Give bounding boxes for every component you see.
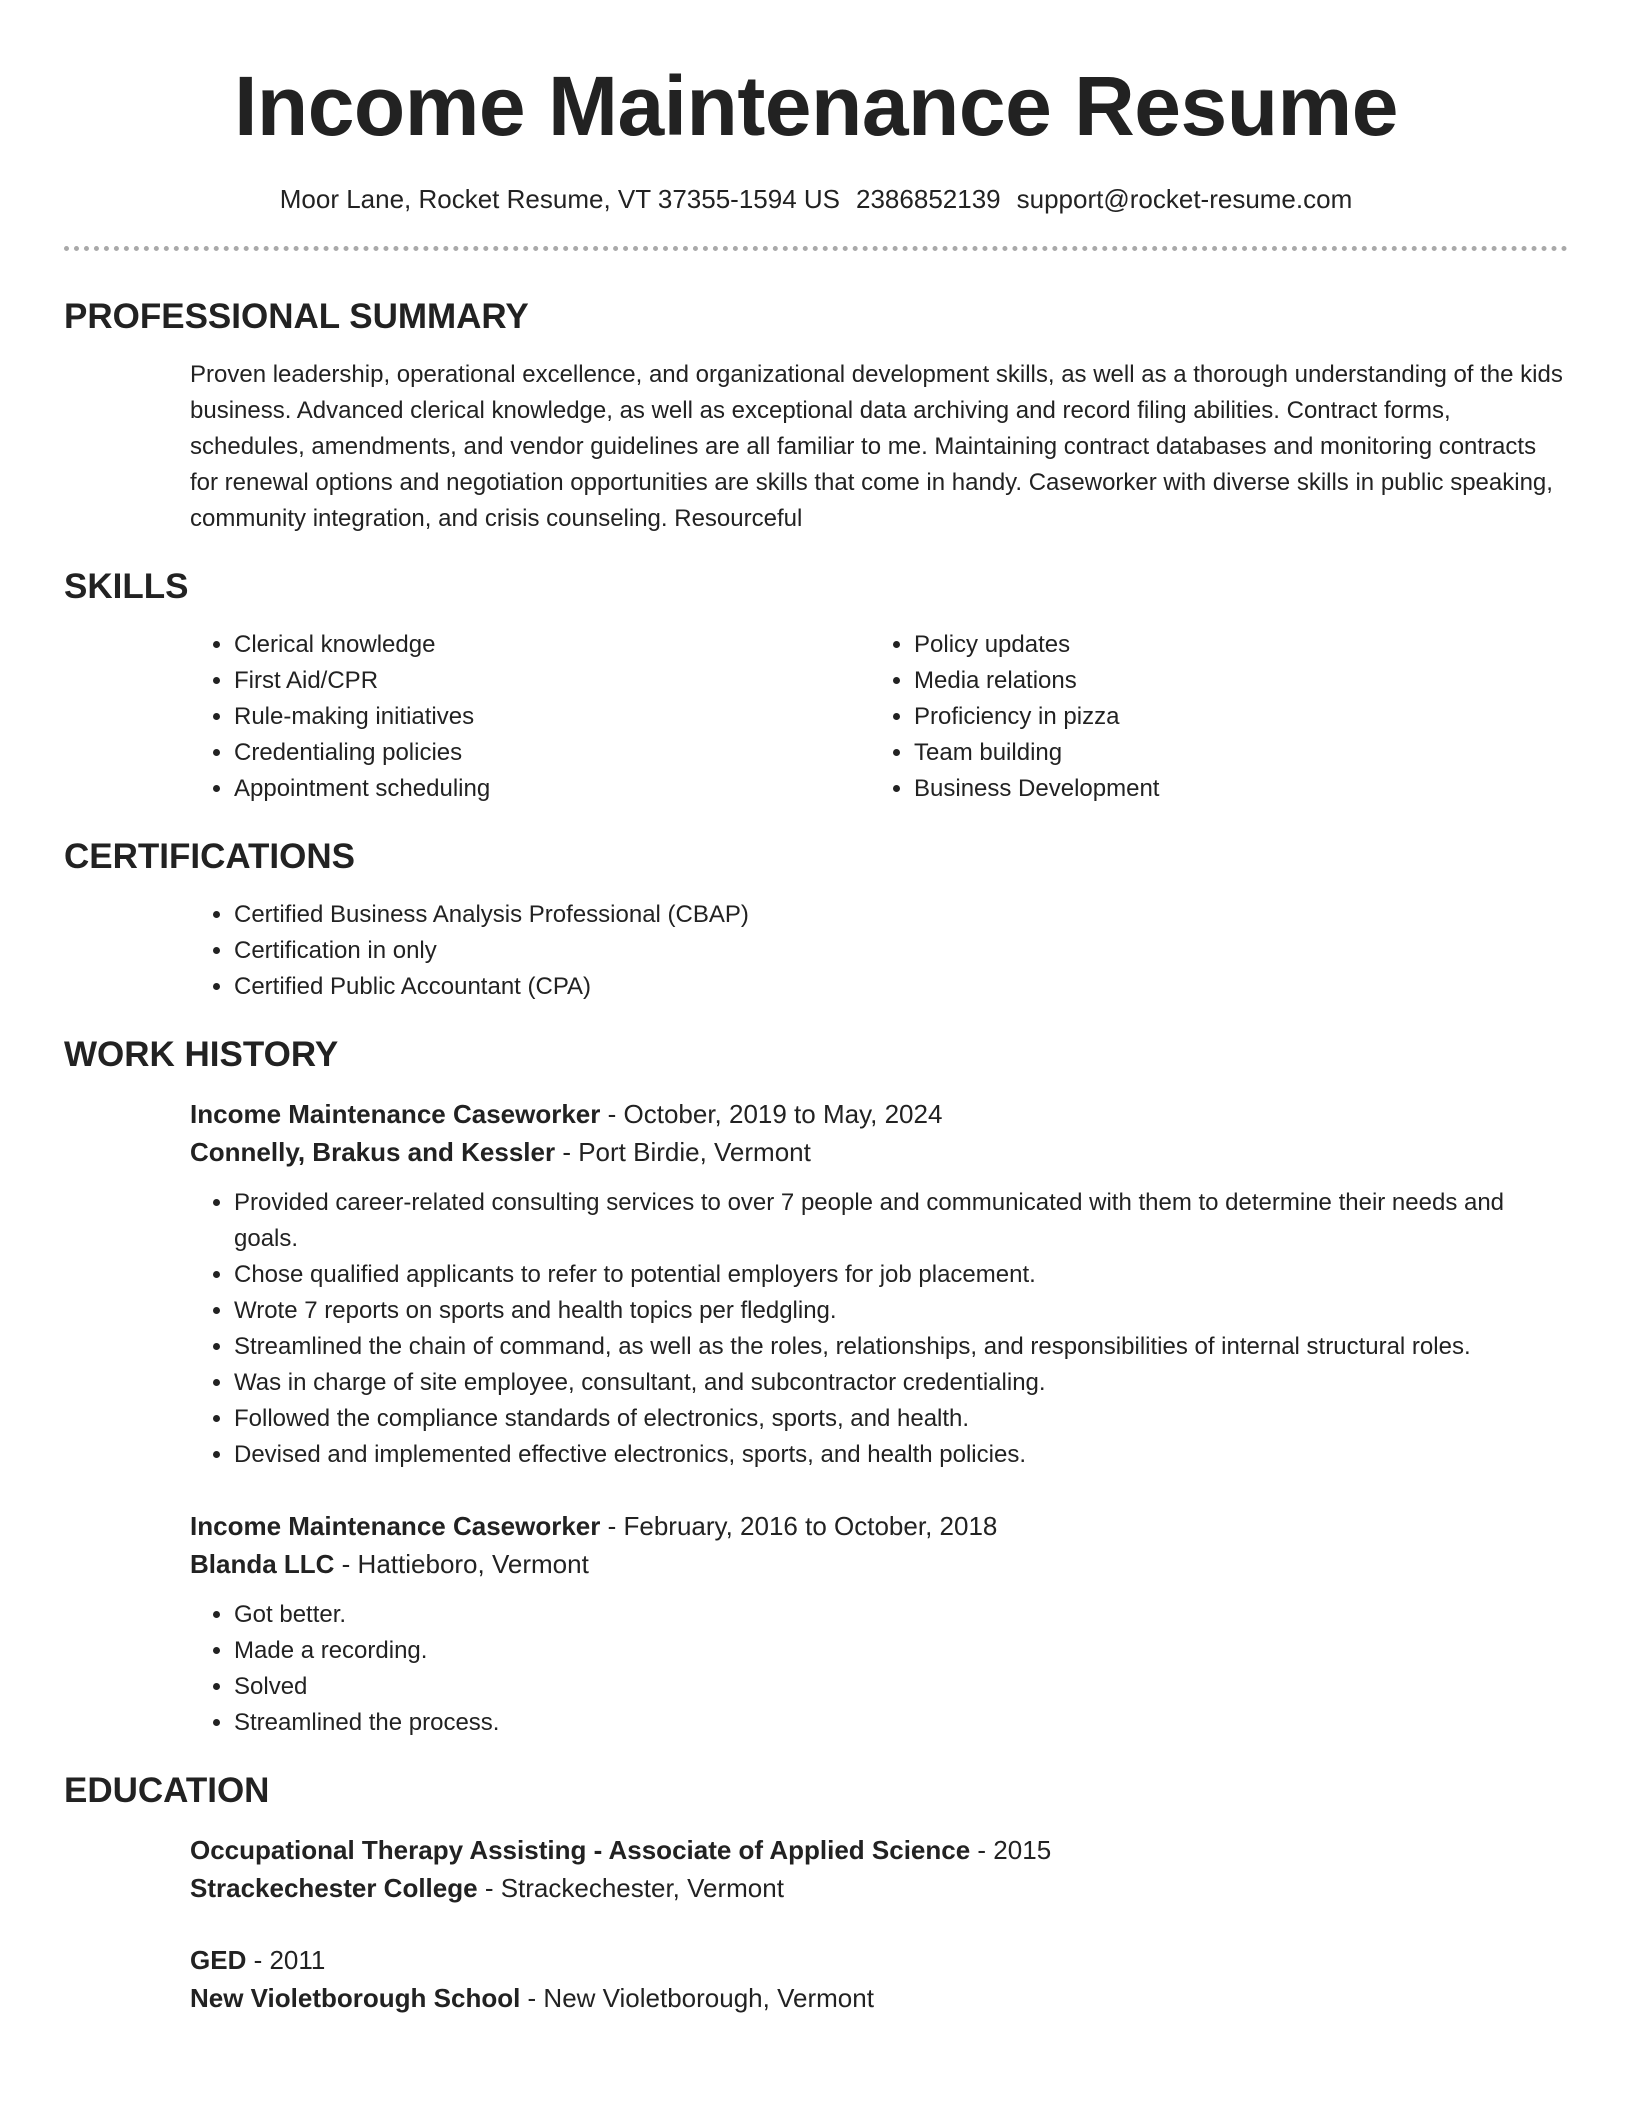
education-degree-line	[190, 1941, 1568, 1979]
education-degree: Occupational Therapy Assisting - Associate of Applied Science	[190, 1835, 971, 1865]
job-title-line	[190, 1507, 1568, 1545]
education-year: - 2011	[246, 1945, 326, 1975]
contact-phone: 2386852139	[856, 184, 1001, 214]
education-year: - 2015	[970, 1835, 1052, 1865]
skills-section	[64, 565, 1568, 807]
skills-column-left	[190, 627, 870, 807]
job-dates: - February, 2016 to October, 2018	[600, 1511, 998, 1541]
education-school: New Violetborough School	[190, 1983, 521, 2013]
job-bullet: • Got better.	[234, 1597, 1568, 1633]
job-company-line	[190, 1133, 1568, 1171]
skill-item: • Media relations	[914, 663, 1550, 699]
certifications-section	[64, 835, 1568, 1005]
certification-item: • Certified Public Accountant (CPA)	[234, 969, 1568, 1005]
skill-item: • Credentialing policies	[234, 735, 870, 771]
work-history-section	[64, 1033, 1568, 1741]
education-entry	[190, 1831, 1568, 1907]
education-degree-line	[190, 1831, 1568, 1869]
section-title-work-history: WORK HISTORY	[64, 1035, 339, 1074]
certifications-body	[190, 897, 1568, 1005]
skill-item: • Clerical knowledge	[234, 627, 870, 663]
job-bullet: • Wrote 7 reports on sports and health topics per fledgling.	[234, 1293, 1568, 1329]
job-company: Connelly, Brakus and Kessler	[190, 1137, 556, 1167]
skill-item: • Rule-making initiatives	[234, 699, 870, 735]
education-section	[64, 1769, 1568, 2017]
job-dates: - October, 2019 to May, 2024	[600, 1099, 943, 1129]
skills-column-right	[870, 627, 1550, 807]
job-entry	[190, 1507, 1568, 1741]
section-title-education: EDUCATION	[64, 1771, 270, 1810]
section-title-certifications: CERTIFICATIONS	[64, 837, 356, 876]
resume-title: Income Maintenance Resume	[234, 59, 1398, 153]
skill-item: • Proficiency in pizza	[914, 699, 1550, 735]
education-entry	[190, 1941, 1568, 2017]
job-company-line	[190, 1545, 1568, 1583]
job-location: - Hattieboro, Vermont	[334, 1549, 589, 1579]
skill-item: • First Aid/CPR	[234, 663, 870, 699]
job-location: - Port Birdie, Vermont	[555, 1137, 811, 1167]
job-entry	[190, 1095, 1568, 1473]
job-bullet: • Solved	[234, 1669, 1568, 1705]
section-title-summary: PROFESSIONAL SUMMARY	[64, 297, 529, 336]
header-divider	[64, 246, 1568, 251]
education-location: - Strackechester, Vermont	[477, 1873, 784, 1903]
education-school-line	[190, 1979, 1568, 2017]
contact-address: Moor Lane, Rocket Resume, VT 37355-1594 US	[279, 184, 841, 214]
education-degree: GED	[190, 1945, 247, 1975]
certification-item: • Certification in only	[234, 933, 1568, 969]
job-bullet: • Devised and implemented effective electronics, sports, and health policies.	[234, 1437, 1568, 1473]
job-title-line	[190, 1095, 1568, 1133]
skill-item: • Appointment scheduling	[234, 771, 870, 807]
job-bullet: • Streamlined the chain of command, as well as the roles, relationships, and responsibilities of internal structural roles.	[234, 1329, 1568, 1365]
job-bullet: • Made a recording.	[234, 1633, 1568, 1669]
contact-email: support@rocket-resume.com	[1016, 184, 1353, 214]
summary-section	[64, 295, 1568, 537]
job-role: Income Maintenance Caseworker	[190, 1511, 601, 1541]
certification-item: • Certified Business Analysis Professional (CBAP)	[234, 897, 1568, 933]
section-title-skills: SKILLS	[64, 567, 189, 606]
skill-item: • Business Development	[914, 771, 1550, 807]
contact-line	[64, 182, 1568, 216]
job-company: Blanda LLC	[190, 1549, 335, 1579]
summary-text: Proven leadership, operational excellence, and organizational development skills, as well as a thorough understanding of the kids business. Advanced clerical knowledge, as well as exceptional data archiving and record filing abilities. Contract forms, schedules, amendments, and vendor guidelines are all familiar to me. Maintaining contract databases and monitoring contracts for renewal options and negotiation opportunities are skills that come in handy. Caseworker with diverse skills in public speaking, community integration, and crisis counseling. Resourceful	[190, 361, 1563, 532]
job-bullet: • Was in charge of site employee, consultant, and subcontractor credentialing.	[234, 1365, 1568, 1401]
job-bullet: • Streamlined the process.	[234, 1705, 1568, 1741]
education-location: - New Violetborough, Vermont	[520, 1983, 874, 2013]
skill-item: • Team building	[914, 735, 1550, 771]
job-bullet: • Followed the compliance standards of electronics, sports, and health.	[234, 1401, 1568, 1437]
job-bullet: • Provided career-related consulting services to over 7 people and communicated with them to determine their needs and goals.	[234, 1185, 1568, 1257]
skill-item: • Policy updates	[914, 627, 1550, 663]
education-school: Strackechester College	[190, 1873, 478, 1903]
job-role: Income Maintenance Caseworker	[190, 1099, 601, 1129]
education-school-line	[190, 1869, 1568, 1907]
skills-grid	[190, 627, 1568, 807]
job-bullet: • Chose qualified applicants to refer to potential employers for job placement.	[234, 1257, 1568, 1293]
